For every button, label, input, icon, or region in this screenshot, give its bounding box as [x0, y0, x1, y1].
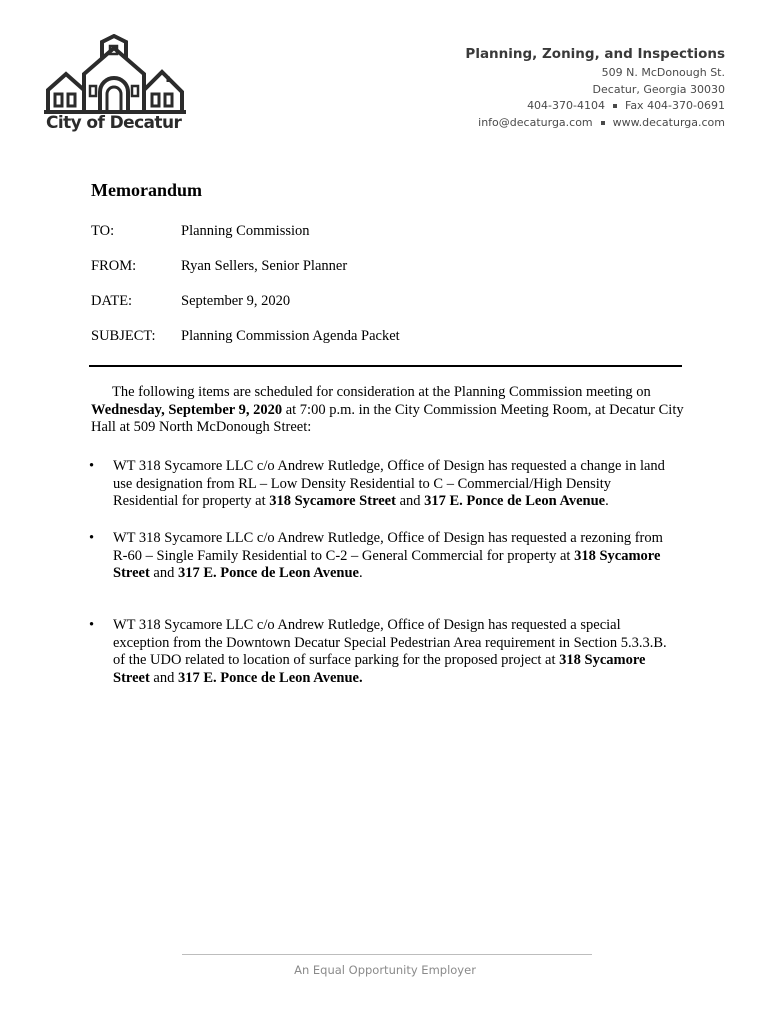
address-line-1: 509 N. McDonough St. [601, 66, 725, 79]
agenda-item-1 [113, 458, 668, 511]
separator-square-icon [601, 121, 605, 125]
header-value: Planning Commission [181, 223, 310, 239]
agenda-item-2 [113, 530, 668, 583]
item-text: . [358, 565, 363, 581]
header-label: SUBJECT: [91, 328, 156, 344]
item-text: and [395, 493, 425, 509]
department-name: Planning, Zoning, and Inspections [465, 46, 725, 62]
item-address-1: 318 Sycamore Street [269, 493, 396, 509]
header-label: DATE: [91, 293, 133, 309]
city-logo [40, 34, 190, 136]
intro-text-1: The following items are scheduled for consideration at the Planning Commission meeting on [112, 384, 651, 400]
item-address-1: 318 Sycamore Street [113, 652, 646, 686]
bullet-icon: • [89, 617, 95, 633]
item-text: WT 318 Sycamore LLC c/o Andrew Rutledge, Office of Design has requested a change in land use designation from RL – Low Density Residential to C – Commercial/High Density Residential for property at [113, 458, 665, 509]
fax-number: Fax 404-370-0691 [625, 99, 725, 112]
intro-paragraph [91, 384, 686, 437]
phone-fax-line [465, 98, 725, 115]
header-value: Planning Commission Agenda Packet [181, 328, 400, 344]
item-text: . [605, 493, 609, 509]
item-address-1: 318 Sycamore Street [113, 547, 661, 581]
bullet-icon: • [89, 458, 95, 474]
item-text: WT 318 Sycamore LLC c/o Andrew Rutledge, Office of Design has requested a special exception from the Downtown Decatur Special Pedestrian Area requirement in Section 5.3.3.B. of the UDO related to location of surface parking for the proposed project at [113, 617, 667, 668]
header-value: Ryan Sellers, Senior Planner [181, 258, 348, 274]
footer-text: An Equal Opportunity Employer [294, 963, 476, 977]
header-label: TO: [91, 223, 115, 239]
header-value: September 9, 2020 [181, 293, 291, 309]
email-web-line [465, 115, 725, 132]
logo-text: City of Decatur [46, 113, 182, 133]
city-buildings-icon [40, 34, 190, 116]
agenda-item-3 [113, 617, 668, 687]
separator-square-icon [613, 104, 617, 108]
department-contact-block [465, 45, 725, 131]
item-address-2: 317 E. Ponce de Leon Avenue [177, 565, 359, 581]
item-address-2: 317 E. Ponce de Leon Avenue. [177, 669, 363, 686]
header-divider [89, 365, 682, 367]
footer-divider [182, 954, 592, 955]
address-line-2: Decatur, Georgia 30030 [592, 82, 725, 96]
item-address-2: 317 E. Ponce de Leon Avenue [424, 493, 606, 509]
memo-title: Memorandum [91, 180, 202, 200]
intro-text-2: at 7:00 p.m. in the City Commission Meeting Room, at Decatur City Hall at 509 North McDonough Street: [91, 401, 684, 435]
header-label: FROM: [91, 258, 137, 274]
email-address: info@decaturga.com [478, 115, 593, 129]
item-text: and [149, 669, 178, 686]
item-text: WT 318 Sycamore LLC c/o Andrew Rutledge, Office of Design has requested a rezoning from R-60 – Single Family Residential to C-2 – General Commercial for property at [113, 530, 663, 564]
memo-heading [91, 180, 202, 201]
item-text: and [149, 565, 178, 581]
website-address: www.decaturga.com [612, 115, 725, 129]
meeting-date: Wednesday, September 9, 2020 [91, 401, 283, 418]
bullet-icon: • [89, 530, 95, 546]
phone-number: 404-370-4104 [527, 99, 605, 112]
